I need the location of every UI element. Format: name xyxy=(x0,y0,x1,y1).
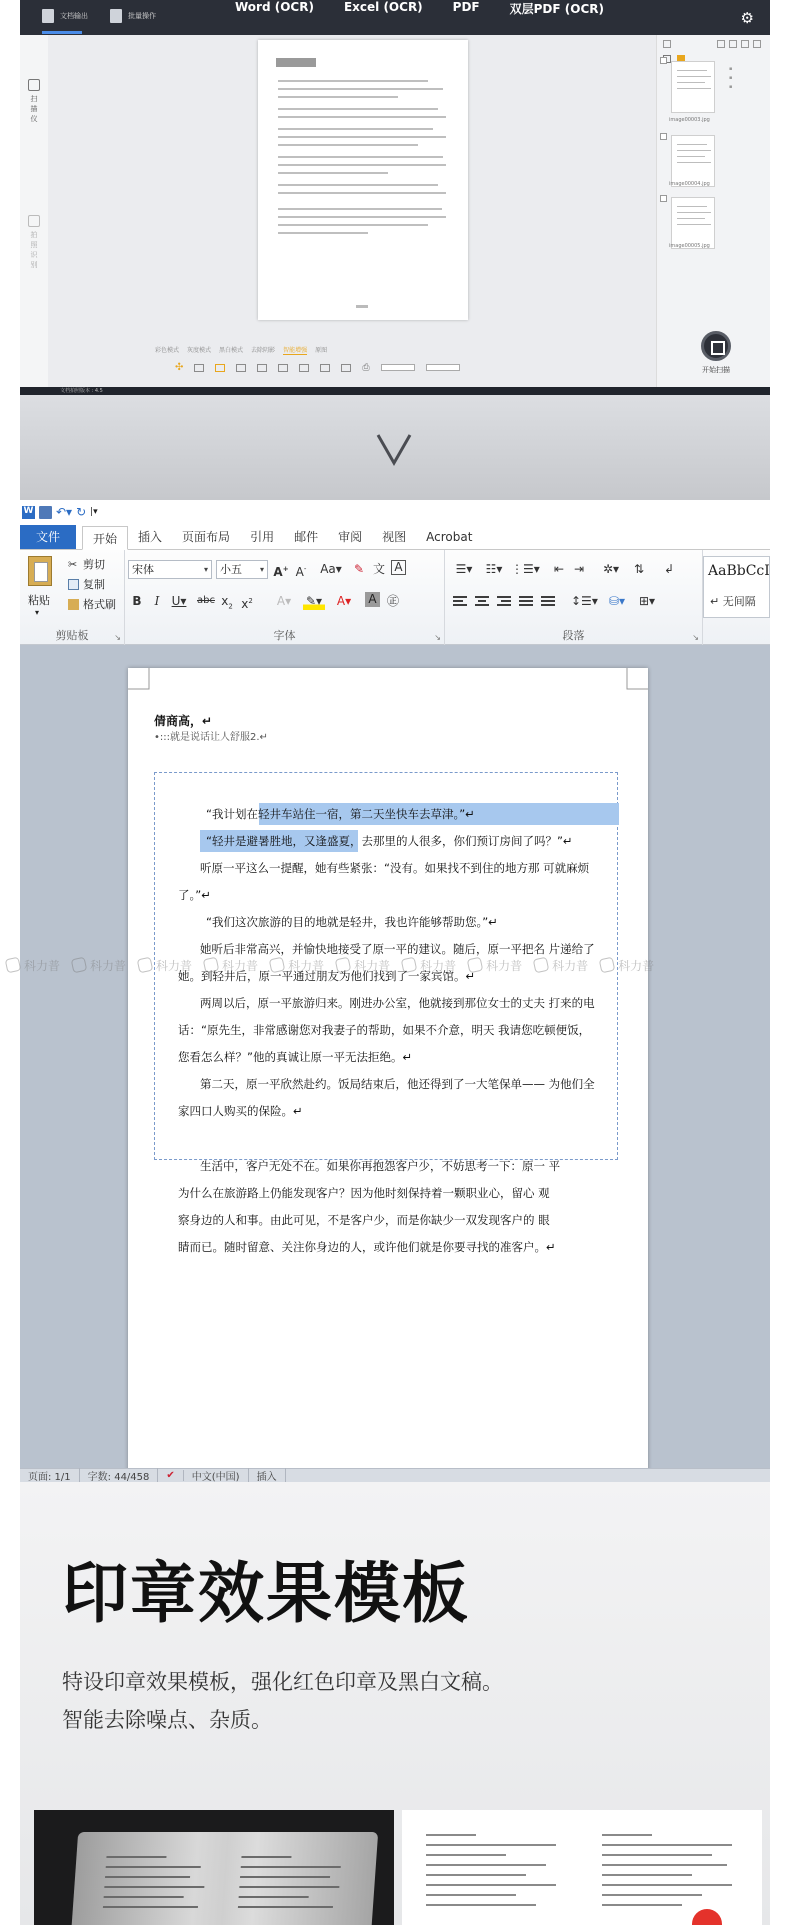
tab-acrobat[interactable]: Acrobat xyxy=(426,530,473,544)
format-painter-button[interactable]: 格式刷 xyxy=(68,596,116,612)
ribbon-home xyxy=(20,550,770,645)
tab-view[interactable]: 视图 xyxy=(382,530,407,544)
ribbon-tabs xyxy=(20,524,770,550)
margin-corner-mark xyxy=(626,668,648,690)
gear-icon[interactable]: ⚙ xyxy=(740,9,754,27)
doc-line: 家四口人购买的保险。↵ xyxy=(178,1104,303,1118)
font-group-label: 字体 xyxy=(273,629,296,642)
justify-icon[interactable] xyxy=(517,594,535,610)
thumbnail-filename: image00003.jpg xyxy=(669,117,710,123)
tab-pdf[interactable]: PDF xyxy=(452,0,480,14)
char-border-icon[interactable]: A xyxy=(391,560,406,575)
doc-line: 了。”↵ xyxy=(178,888,211,902)
doc-heading: 倩商高，↵ xyxy=(154,714,213,728)
watermark: 科力普 xyxy=(72,952,126,978)
chevron-down-icon: ▾ xyxy=(203,565,208,574)
tab-double-pdf-ocr[interactable]: 双层PDF (OCR) xyxy=(509,2,604,16)
doc-subheading: •:::就是说话让人舒服2.↵ xyxy=(154,732,268,743)
mode-color[interactable]: 彩色模式 xyxy=(155,347,180,354)
watermark: 科力普 xyxy=(600,952,654,978)
decrease-indent-icon[interactable]: ⇤ xyxy=(553,562,565,576)
mode-shadow-remove[interactable]: 去除阴影 xyxy=(251,347,276,354)
clipboard-group xyxy=(20,550,125,645)
start-scan-label: 开始扫描 xyxy=(702,366,730,374)
thumbnail-filename: image00005.jpg xyxy=(669,243,710,249)
adjust-icon[interactable] xyxy=(320,364,330,372)
page-number-mark xyxy=(356,305,368,308)
word-count[interactable]: 字数: 44/458 xyxy=(80,1468,159,1482)
dialog-launcher-icon[interactable]: ↘ xyxy=(114,633,121,642)
watermark: 科力普 xyxy=(468,952,522,978)
tab-review[interactable]: 审阅 xyxy=(338,530,363,544)
thumbnail-item[interactable] xyxy=(671,135,715,187)
paste-dropdown-icon[interactable]: ▾ xyxy=(35,608,40,617)
doc-line: 您看怎么样？”他的真诚让原一平无法拒绝。↵ xyxy=(178,1050,413,1064)
watermark: 科力普 xyxy=(6,952,60,978)
book-photo xyxy=(34,1810,394,1925)
grow-font-icon[interactable]: A+ xyxy=(273,565,289,579)
thumbnail-toolbar xyxy=(663,40,765,52)
char-shading-icon[interactable]: A xyxy=(365,592,380,607)
scanner-status-bar: 文档拍照版本 : 4.5 xyxy=(20,387,770,395)
mode-smart-enhance[interactable]: 智能增强 xyxy=(283,347,308,354)
align-center-icon[interactable] xyxy=(473,594,491,610)
tab-excel-ocr[interactable]: Excel (OCR) xyxy=(343,0,423,14)
undo-icon[interactable]: ↶▾ xyxy=(56,505,73,519)
font-color-icon[interactable]: A▾ xyxy=(336,594,352,608)
doc-line: 话：“原先生，非常感谢您对我妻子的帮助，如果不介意，明天 我请您吃顿便饭， xyxy=(178,1023,591,1037)
word-status-bar xyxy=(20,1468,770,1482)
font-group xyxy=(125,550,445,645)
promo-title: 印章效果模板 xyxy=(62,1555,470,1632)
sort-icon[interactable]: ⇅ xyxy=(633,562,645,576)
doc-line: 第二天，原一平欣然赴约。饭局结束后，他还得到了一大笔保单—— 为他们全 xyxy=(200,1077,595,1091)
merge-icon[interactable] xyxy=(236,364,246,372)
doc-line: 她听后非常高兴，并愉快地接受了原一平的建议。随后，原一平把名 片递给了 xyxy=(200,942,595,956)
copy-icon[interactable] xyxy=(299,364,309,372)
color-mode-bar xyxy=(155,345,327,355)
font-name-combo[interactable]: 宋体 ▾ xyxy=(128,560,212,579)
subscript-icon[interactable]: $x_2$ xyxy=(221,594,233,611)
underline-icon[interactable]: U▾ xyxy=(171,594,187,608)
tab-file[interactable]: 文件 xyxy=(20,525,76,549)
numbering-icon[interactable]: ☷▾ xyxy=(485,562,503,576)
batch-operation-button[interactable]: 批量操作 xyxy=(110,9,156,23)
watermark: 科力普 xyxy=(336,952,390,978)
crop-icon[interactable] xyxy=(194,364,204,372)
dialog-launcher-icon[interactable]: ↘ xyxy=(692,633,699,642)
redo-icon[interactable]: ↻ xyxy=(76,505,87,519)
thumb-checkbox[interactable] xyxy=(660,57,667,64)
scanner-mode-button[interactable]: 扫描仪 xyxy=(26,79,42,124)
insert-mode[interactable]: 插入 xyxy=(249,1468,286,1482)
scanner-app-screenshot xyxy=(20,0,770,395)
paste-label: 粘贴 xyxy=(28,594,50,607)
doc-line: 两周以后，原一平旅游归来。刚进办公室，他就接到那位女士的丈夫 打来的电 xyxy=(200,996,595,1010)
rotate-icon[interactable] xyxy=(278,364,288,372)
red-stamp-icon xyxy=(692,1909,722,1925)
distribute-icon[interactable] xyxy=(539,594,557,610)
strikethrough-icon[interactable]: abc xyxy=(197,595,215,606)
page-heading-block xyxy=(276,58,316,67)
scissors-icon: ✂ xyxy=(68,557,78,571)
multilevel-list-icon[interactable]: ⋮☰▾ xyxy=(511,562,540,576)
mode-bw[interactable]: 黑白模式 xyxy=(219,347,244,354)
batch-icon xyxy=(110,9,122,23)
doc-line: 她。到轻井后，原一平通过朋友为他们找到了一家宾馆。↵ xyxy=(178,969,476,983)
print-icon[interactable]: ⎙ xyxy=(362,362,370,373)
watermark: 科力普 xyxy=(204,952,258,978)
change-case-icon[interactable]: Aa▾ xyxy=(320,562,342,576)
tab-page-layout[interactable]: 页面布局 xyxy=(182,530,231,544)
tab-word-ocr[interactable]: Word (OCR) xyxy=(235,0,314,14)
language-indicator[interactable]: 中文(中国) xyxy=(184,1468,249,1482)
doc-line: 生活中，客户无处不在。如果你再抱怨客户少，不妨思考一下：原一 平 xyxy=(200,1159,561,1173)
watermark: 科力普 xyxy=(270,952,324,978)
word-screenshot xyxy=(20,500,770,1482)
thumbnail-meta: ▪ ▪ ▪ xyxy=(729,66,733,90)
doc-line: “轻井是避暑胜地，又逢盛夏，去那里的人很多，你们预订房间了吗？”↵ xyxy=(206,834,573,848)
promo-line-2: 智能去除噪点、杂质。 xyxy=(62,1708,272,1732)
document-page[interactable] xyxy=(128,668,648,1482)
paragraph-group xyxy=(445,550,703,645)
scanner-left-sidebar xyxy=(20,35,48,387)
scanner-thumbnail-panel xyxy=(656,35,770,387)
doc-line: 听原一平这么一提醒，她有些紧张：“没有。如果找不到住的地方那 可就麻烦 xyxy=(200,861,590,875)
camera-icon xyxy=(28,215,40,227)
doc-line: “我计划在轻井车站住一宿，第二天坐快车去草津。”↵ xyxy=(206,807,475,821)
phonetic-icon[interactable]: 文 xyxy=(372,562,385,576)
watermark: 科力普 xyxy=(534,952,588,978)
style-no-spacing[interactable]: AaBbCcI ↵ 无间隔 xyxy=(703,556,770,618)
feature-promo xyxy=(20,1482,770,1925)
mode-gray[interactable]: 灰度模式 xyxy=(187,347,212,354)
thumb-checkbox[interactable] xyxy=(660,195,667,202)
thumbnail-item[interactable] xyxy=(671,61,715,113)
paragraph-group-label: 段落 xyxy=(562,629,585,642)
chevron-down-icon: ▾ xyxy=(259,565,264,574)
font-size-combo[interactable]: 小五 ▾ xyxy=(216,560,268,579)
quick-access-toolbar xyxy=(20,500,770,524)
doc-line: 睛而已。随时留意、关注你身边的人，或许他们就是你要寻找的准客户。↵ xyxy=(178,1240,556,1254)
format-field[interactable] xyxy=(426,364,460,371)
shading-icon[interactable]: ⛁▾ xyxy=(608,594,626,608)
copy-icon xyxy=(68,579,79,590)
proofing-icon[interactable]: ✔ xyxy=(158,1470,183,1481)
highlight-icon[interactable]: ✎▾ xyxy=(303,592,325,610)
resolution-field[interactable] xyxy=(381,364,415,371)
chevron-down-icon xyxy=(374,429,414,469)
copy-button[interactable]: 复制 xyxy=(68,576,105,592)
scanner-top-toolbar xyxy=(20,0,770,35)
bullets-icon[interactable]: ☰▾ xyxy=(455,562,473,576)
increase-indent-icon[interactable]: ⇥ xyxy=(573,562,585,576)
customize-icon[interactable]: |▾ xyxy=(90,507,98,517)
open-book-image xyxy=(70,1832,378,1925)
move-icon[interactable]: ✣ xyxy=(175,362,184,373)
tab-mailings[interactable]: 邮件 xyxy=(294,530,319,544)
superscript-icon[interactable]: $x^2$ xyxy=(241,597,253,611)
align-left-icon[interactable] xyxy=(451,594,469,610)
text-effect-icon[interactable]: A▾ xyxy=(276,594,292,608)
tab-references[interactable]: 引用 xyxy=(250,530,275,544)
shrink-font-icon[interactable]: A- xyxy=(295,565,307,579)
bold-icon[interactable]: B xyxy=(132,594,142,608)
thumb-checkbox[interactable] xyxy=(660,133,667,140)
scan-icon xyxy=(28,79,40,91)
italic-icon[interactable]: I xyxy=(154,594,160,608)
photo-recognize-button[interactable]: 拍照识别 xyxy=(26,215,42,270)
dialog-launcher-icon[interactable]: ↘ xyxy=(434,633,441,642)
cleaned-document-image xyxy=(402,1810,762,1925)
thumbnail-filename: image00004.jpg xyxy=(669,181,710,187)
frame-icon[interactable] xyxy=(257,364,267,372)
doc-line: 察身边的人和事。由此可见，不是客户少，而是你缺少一双发现客户的 眼 xyxy=(178,1213,550,1227)
save-icon[interactable] xyxy=(39,506,52,519)
show-marks-icon[interactable]: ↲ xyxy=(663,562,675,576)
watermark-logo-icon xyxy=(5,957,22,974)
watermark: 科力普 xyxy=(138,952,192,978)
thumbnail-item[interactable] xyxy=(671,197,715,249)
document-icon xyxy=(42,9,54,23)
borders-icon[interactable]: ⊞▾ xyxy=(638,594,656,608)
watermark: 科力普 xyxy=(402,952,456,978)
split-icon[interactable] xyxy=(215,364,225,372)
tab-home[interactable]: 开始 xyxy=(82,526,128,550)
doc-line: 为什么在旅游路上仍能发现客户？因为他时刻保持着一颗职业心，留心 观 xyxy=(178,1186,550,1200)
word-logo-icon: W xyxy=(22,506,35,519)
start-scan-button[interactable] xyxy=(701,331,731,361)
scanned-page-preview xyxy=(258,40,468,320)
active-tab-underline xyxy=(42,31,82,34)
paste-button[interactable] xyxy=(28,556,52,586)
line-spacing-icon[interactable]: ↕☰▾ xyxy=(571,594,598,608)
clear-format-icon[interactable]: ✎ xyxy=(353,562,365,576)
chinese-layout-icon[interactable]: ✲▾ xyxy=(602,562,620,576)
cut-button[interactable]: ✂ 剪切 xyxy=(68,557,105,571)
enclose-char-icon[interactable]: ㊣ xyxy=(386,594,399,608)
doc-line: “我们这次旅游的目的地就是轻井，我也许能够帮助您。”↵ xyxy=(206,915,498,929)
align-right-icon[interactable] xyxy=(495,594,513,610)
margin-corner-mark xyxy=(128,668,150,690)
scanner-edit-toolbar xyxy=(175,362,460,373)
brush-icon xyxy=(68,599,79,610)
doc-output-button[interactable]: 文档输出 xyxy=(42,9,88,23)
promo-line-1: 特设印章效果模板，强化红色印章及黑白文稿。 xyxy=(62,1670,503,1694)
page-count[interactable]: 页面: 1/1 xyxy=(20,1468,80,1482)
tab-insert[interactable]: 插入 xyxy=(138,530,163,544)
mode-original[interactable]: 原图 xyxy=(315,347,328,354)
section-divider xyxy=(20,395,770,500)
delete-icon[interactable] xyxy=(341,364,351,372)
clipboard-group-label: 剪贴板 xyxy=(55,629,89,642)
